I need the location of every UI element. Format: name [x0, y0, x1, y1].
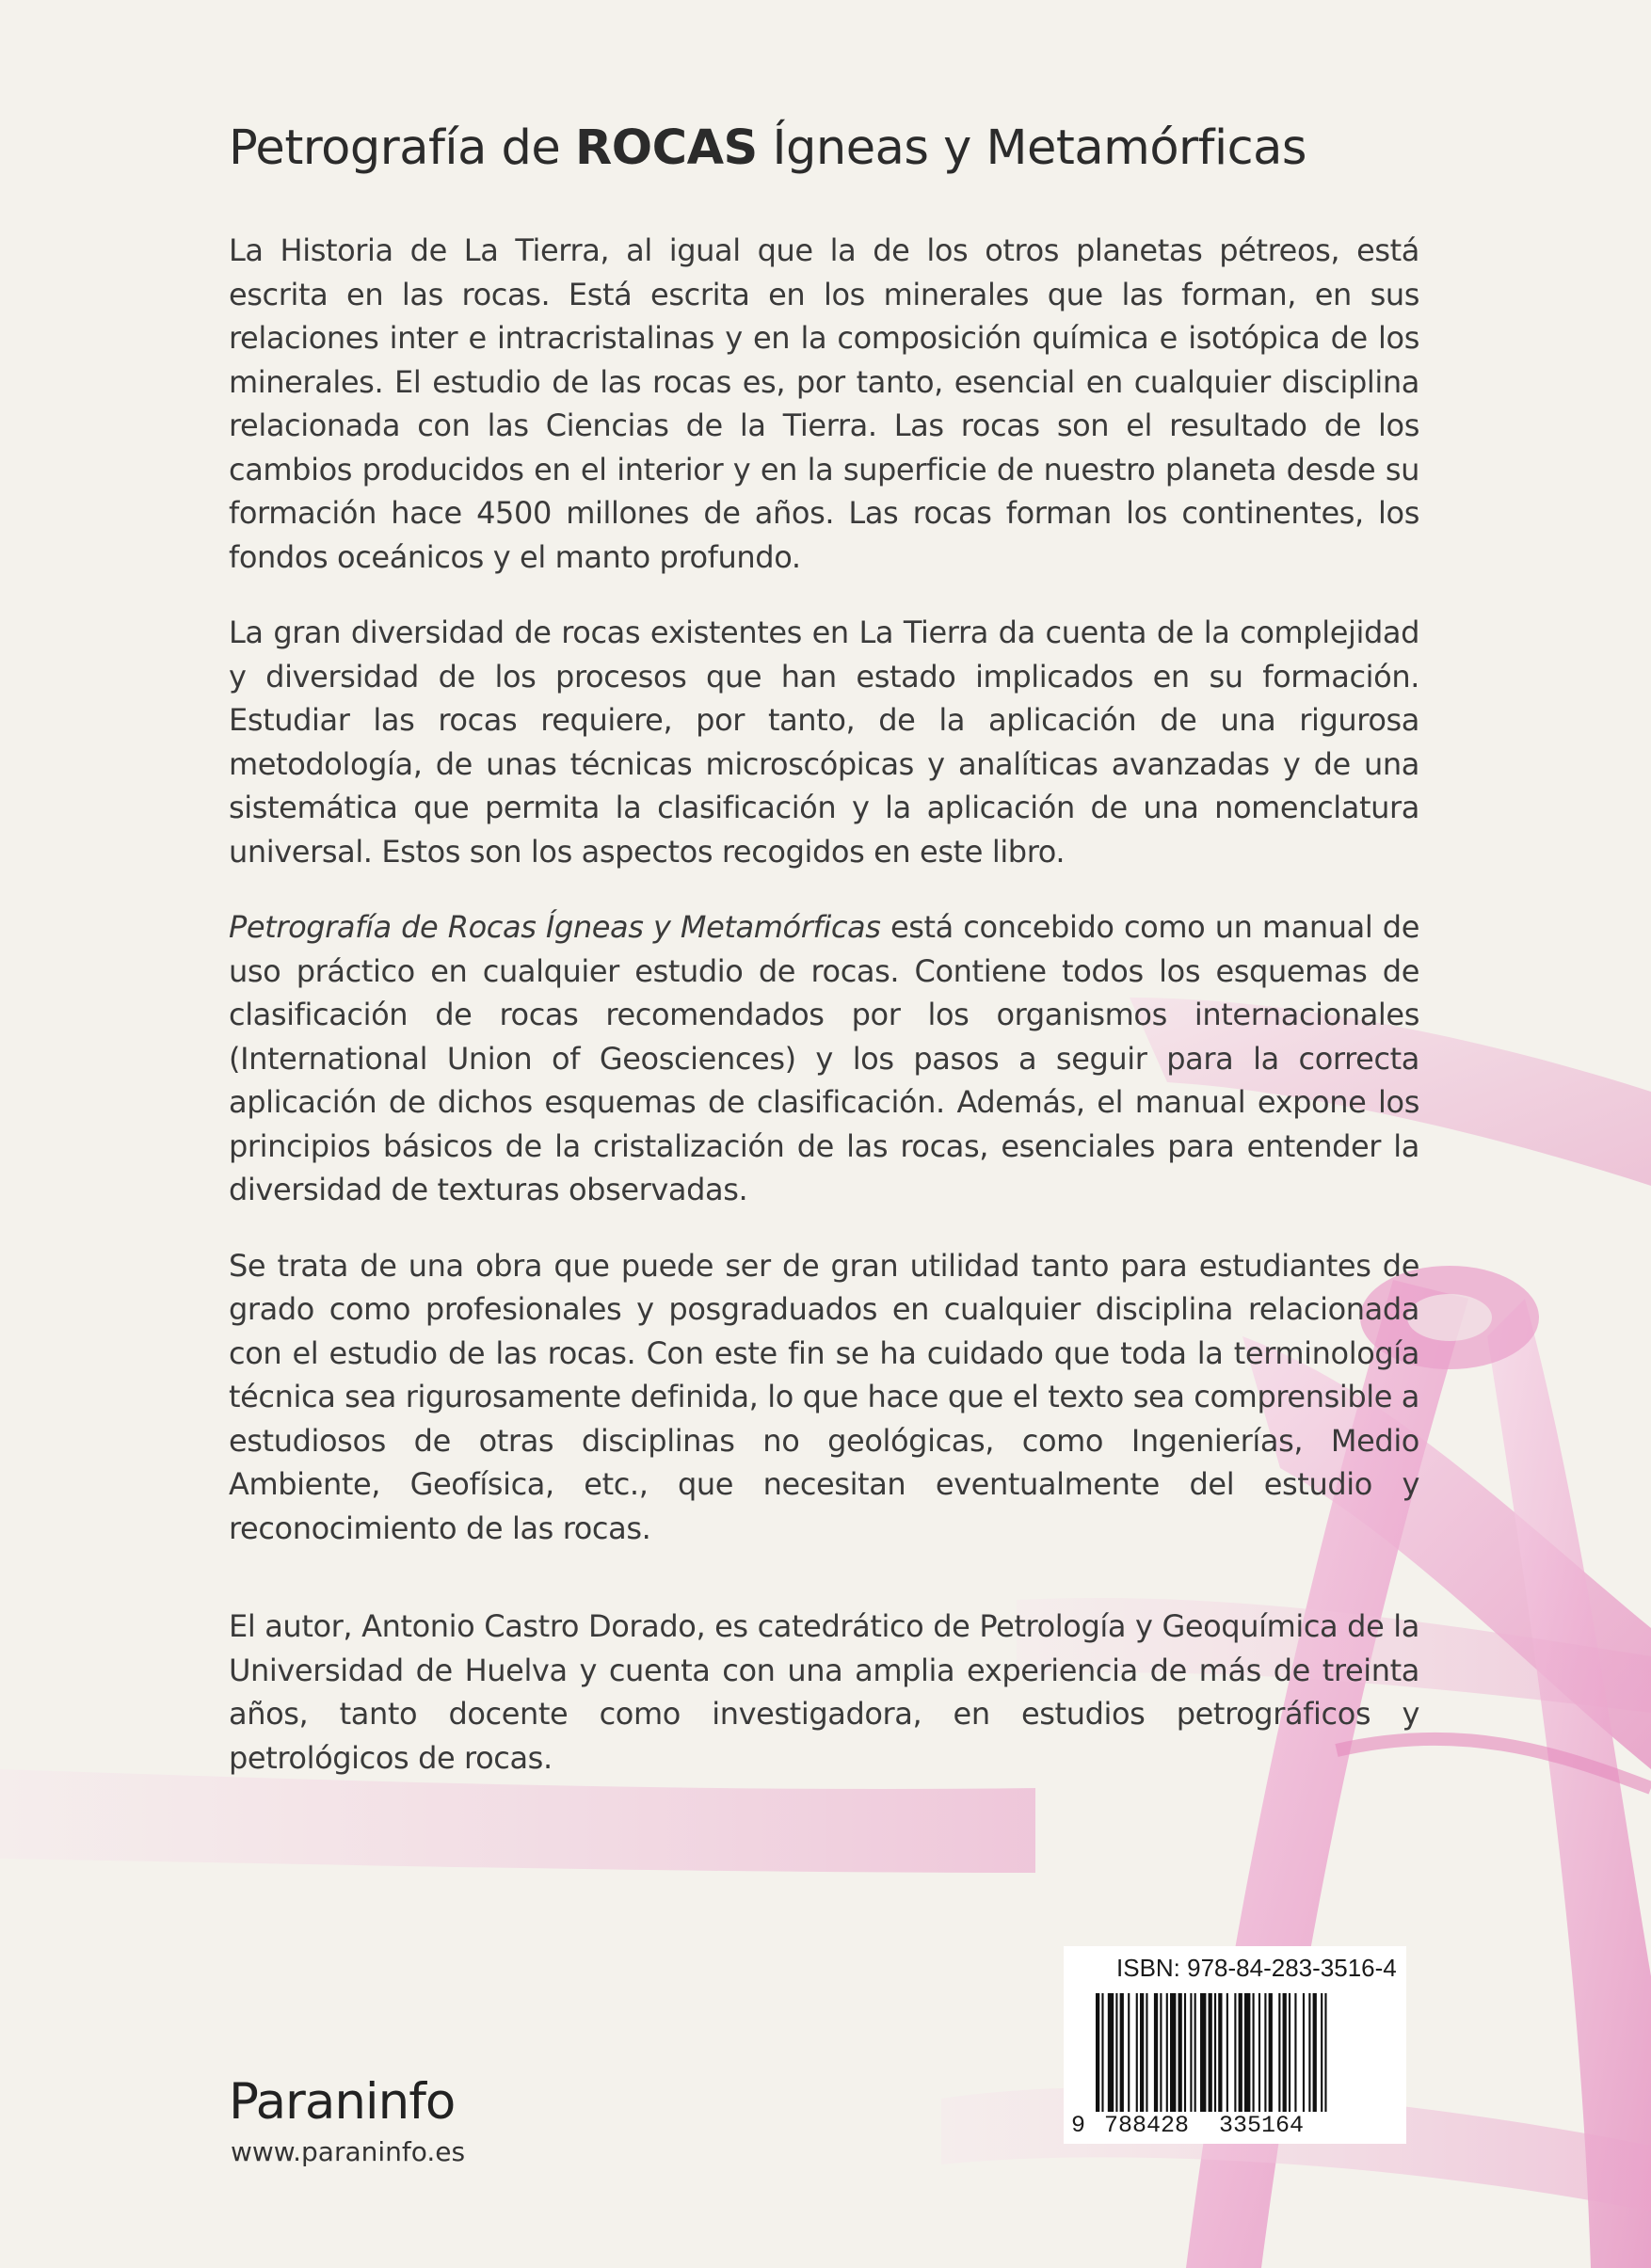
- barcode-bar: [1096, 1993, 1099, 2112]
- barcode-bar: [1108, 1993, 1114, 2112]
- barcode-bar: [1244, 1993, 1250, 2112]
- barcode-bar: [1160, 1993, 1162, 2112]
- publisher-url: www.paraninfo.es: [231, 2136, 466, 2167]
- barcode-bar: [1289, 1993, 1290, 2112]
- barcode-bar: [1136, 1993, 1138, 2112]
- barcode-bar: [1226, 1993, 1228, 2112]
- barcode-bar: [1154, 1993, 1158, 2112]
- barcode-bar: [1128, 1993, 1130, 2112]
- author-paragraph: El autor, Antonio Castro Dorado, es catedrático de Petrología y Geoquímica de la Universidad de Huelva y cuenta con una amplia experiencia de más de treinta años, tanto docente como investigadora, en estudios petrográficos y petrológicos de rocas.: [229, 1608, 1419, 1776]
- barcode: [1094, 1993, 1397, 2112]
- title-part1: Petrografía de: [229, 120, 576, 176]
- barcode-bar: [1146, 1993, 1147, 2112]
- barcode-bar: [1166, 1993, 1168, 2112]
- isbn-digit-first: 9: [1071, 2112, 1086, 2139]
- barcode-bar: [1115, 1993, 1117, 2112]
- isbn-digit-group2: 335164: [1219, 2112, 1305, 2139]
- barcode-bar: [1190, 1993, 1192, 2112]
- barcode-bar: [1178, 1993, 1182, 2112]
- barcode-bar: [1324, 1993, 1326, 2112]
- barcode-bar: [1303, 1993, 1305, 2112]
- barcode-bar: [1214, 1993, 1216, 2112]
- paragraph-2: La gran diversidad de rocas existentes en La Tierra da cuenta de la complejidad y diversidad de los procesos que han estado implicados en su formación. Estudiar las rocas requiere, por tanto, de la aplicación de una rigurosa metodología, de unas técnicas microscópicas y analíticas avanzadas y de una sistemática que permita la clasificación y la aplicación de una nomenclatura universal. Estos son los aspectos recogidos en este libro.: [229, 615, 1419, 870]
- paragraph-1: La Historia de La Tierra, al igual que la de los otros planetas pétreos, está escrita en las rocas. Está escrita en los minerales que las forman, en sus relaciones inter e intracristalinas y en la composición química e isotópica de los minerales. El estudio de las rocas es, por tanto, esencial en cualquier disciplina relacionada con las Ciencias de la Tierra. Las rocas son el resultado de los cambios producidos en el interior y en la superficie de nuestro planeta desde su formación hace 4500 millones de años. Las rocas forman los continentes, los fondos oceánicos y el manto profundo.: [229, 232, 1419, 575]
- barcode-bar: [1194, 1993, 1196, 2112]
- barcode-bar: [1313, 1993, 1317, 2112]
- back-cover-text: [229, 120, 1419, 1812]
- barcode-bar: [1170, 1993, 1176, 2112]
- barcode-bar: [1258, 1993, 1260, 2112]
- barcode-bar: [1209, 1993, 1212, 2112]
- barcode-bar: [1101, 1993, 1103, 2112]
- isbn-digits: [1071, 2112, 1401, 2139]
- title-part2: Ígneas y Metamórficas: [757, 120, 1307, 176]
- barcode-bar: [1278, 1993, 1280, 2112]
- barcode-bar: [1218, 1993, 1222, 2112]
- isbn-barcode-box: [1064, 1946, 1406, 2144]
- barcode-bar: [1184, 1993, 1186, 2112]
- barcode-bar: [1239, 1993, 1242, 2112]
- book-title: [229, 120, 1419, 176]
- barcode-bar: [1321, 1993, 1322, 2112]
- barcode-bar: [1294, 1993, 1296, 2112]
- barcode-bar: [1253, 1993, 1255, 2112]
- barcode-bar: [1283, 1993, 1287, 2112]
- isbn-label: ISBN: 978-84-283-3516-4: [1116, 1954, 1397, 1982]
- barcode-bar: [1140, 1993, 1144, 2112]
- paragraph-3: [229, 905, 1419, 1212]
- barcode-bar: [1120, 1993, 1124, 2112]
- barcode-bar: [1269, 1993, 1273, 2112]
- barcode-bar: [1234, 1993, 1236, 2112]
- barcode-bar: [1200, 1993, 1206, 2112]
- paragraph-3-text: está concebido como un manual de uso práctico en cualquier estudio de rocas. Contiene todos los esquemas de clasificación de rocas recomendados por los organismos internacionales (International Union of Geosciences) y los pasos a seguir para la correcta aplicación de dichos esquemas de clasificación. Además, el manual expone los principios básicos de la cristalización de las rocas, esenciales para entender la diversidad de texturas observadas.: [229, 909, 1419, 1207]
- isbn-digit-group1: 788428: [1104, 2112, 1190, 2139]
- paragraph-4: Se trata de una obra que puede ser de gran utilidad tanto para estudiantes de grado como profesionales y posgraduados en cualquier disciplina relacionada con el estudio de las rocas. Con este fin se ha cuidado que toda la terminología técnica sea rigurosamente definida, lo que hace que el texto sea comprensible a estudiosos de otras disciplinas no geológicas, como Ingenierías, Medio Ambiente, Geofísica, etc., que necesitan eventualmente del estudio y reconocimiento de las rocas.: [229, 1247, 1420, 1546]
- barcode-bar: [1264, 1993, 1266, 2112]
- publisher-logo: Paraninfo: [229, 2073, 456, 2131]
- paragraph-3-italic-title: Petrografía de Rocas Ígneas y Metamórficas: [229, 909, 881, 945]
- barcode-bar: [1308, 1993, 1310, 2112]
- title-emphasis: ROCAS: [575, 120, 758, 176]
